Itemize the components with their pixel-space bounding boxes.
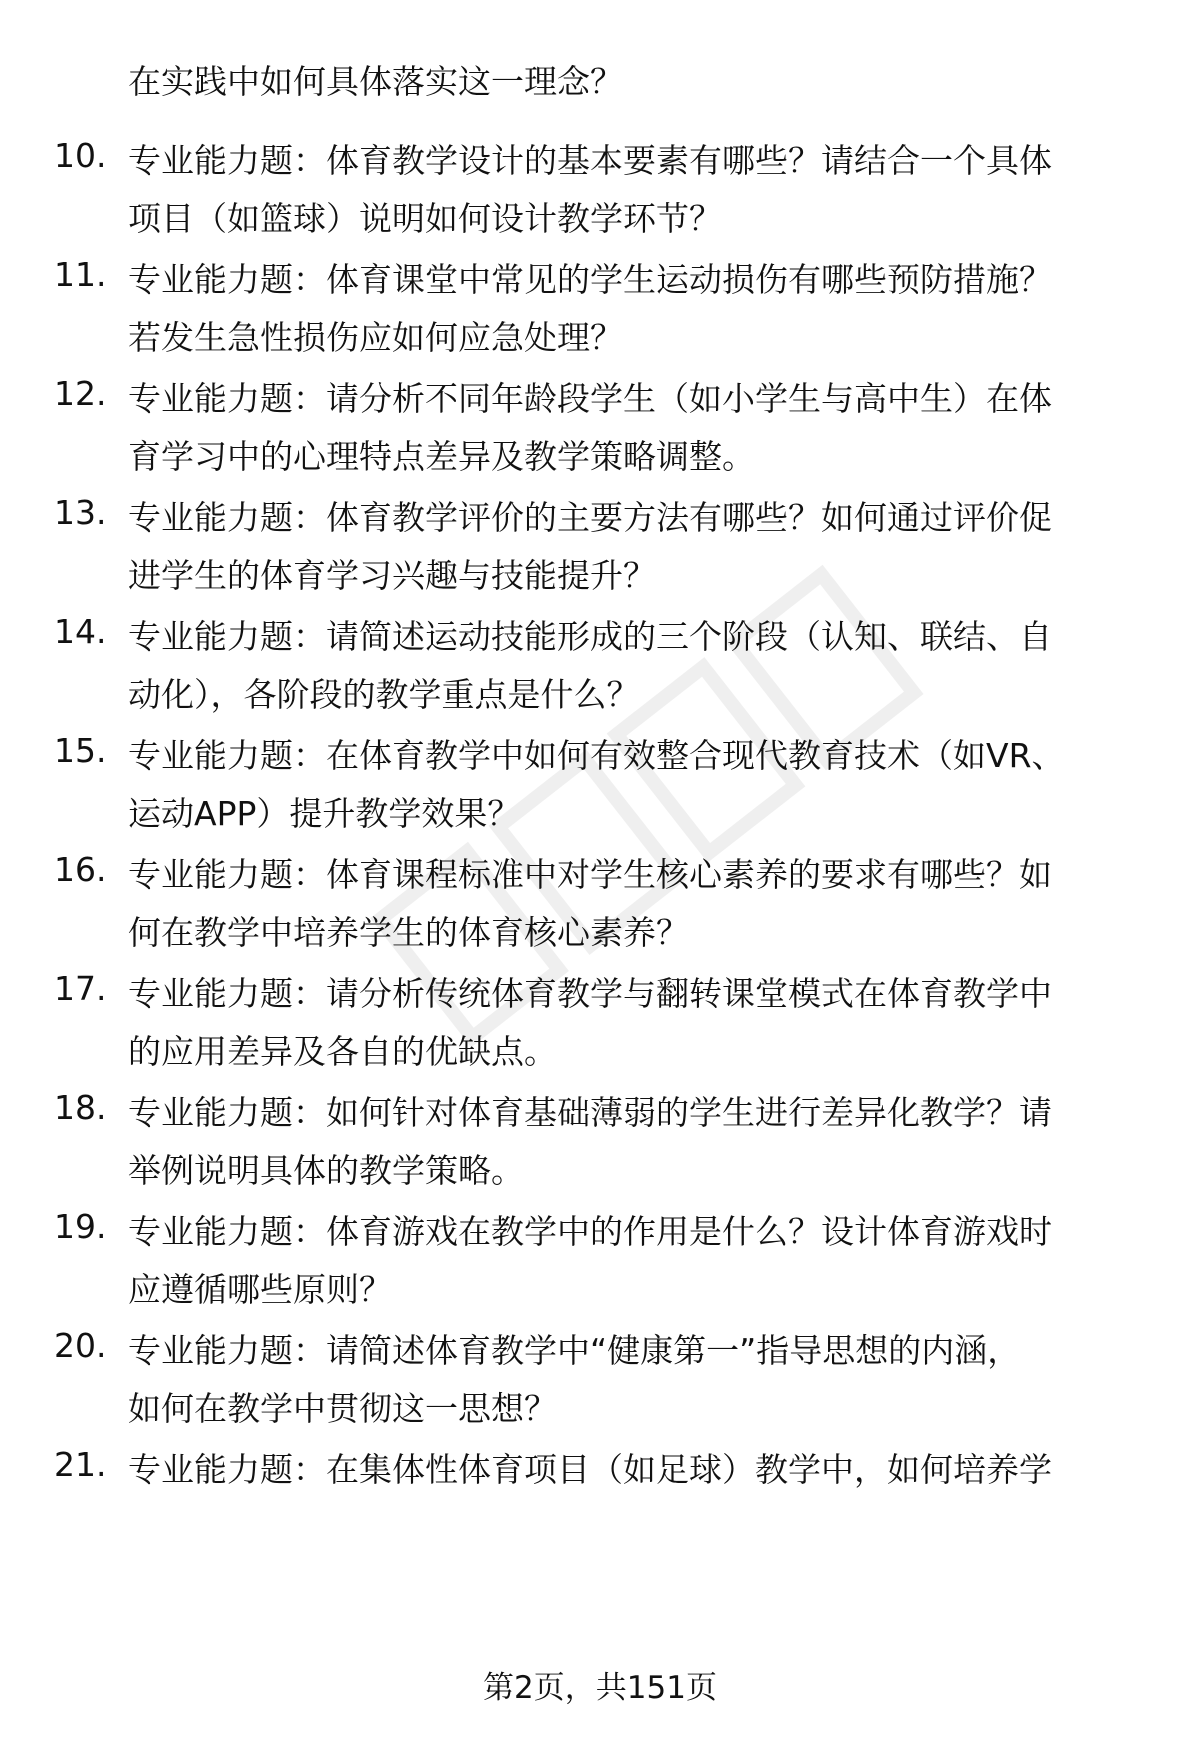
item-number: 15.: [54, 731, 107, 770]
item-text: [128, 251, 1138, 367]
item-text: [128, 132, 1138, 248]
item-text-line: 进学生的体育学习兴趣与技能提升？: [128, 556, 656, 595]
item-text-line: 举例说明具体的教学策略。: [128, 1151, 524, 1190]
item-number: 12.: [54, 374, 107, 413]
intro-line: 在实践中如何具体落实这一理念？: [128, 62, 623, 101]
item-text-line: 专业能力题：请简述体育教学中“健康第一”指导思想的内涵，: [128, 1331, 1021, 1370]
item-text-line: 应遵循哪些原则？: [128, 1270, 392, 1309]
item-number: 13.: [54, 493, 107, 532]
item-text-line: 若发生急性损伤应如何应急处理？: [128, 318, 623, 357]
item-number: 20.: [54, 1326, 107, 1365]
item-number: 11.: [54, 255, 107, 294]
item-text-line: 运动APP）提升教学效果？: [128, 794, 521, 833]
item-text-line: 专业能力题：请分析不同年龄段学生（如小学生与高中生）在体: [128, 379, 1052, 418]
item-text: [128, 489, 1138, 605]
item-number: 14.: [54, 612, 107, 651]
item-text-line: 专业能力题：请简述运动技能形成的三个阶段（认知、联结、自: [128, 617, 1052, 656]
item-text-line: 专业能力题：体育游戏在教学中的作用是什么？设计体育游戏时: [128, 1212, 1052, 1251]
item-text: [128, 965, 1138, 1081]
item-text: [128, 846, 1138, 962]
item-text-line: 专业能力题：体育教学评价的主要方法有哪些？如何通过评价促: [128, 498, 1052, 537]
item-text: [128, 1084, 1138, 1200]
item-number: 18.: [54, 1088, 107, 1127]
item-text-line: 专业能力题：请分析传统体育教学与翻转课堂模式在体育教学中: [128, 974, 1052, 1013]
item-number: 19.: [54, 1207, 107, 1246]
item-text-line: 专业能力题：体育教学设计的基本要素有哪些？请结合一个具体: [128, 141, 1052, 180]
item-text-line: 如何在教学中贯彻这一思想？: [128, 1389, 557, 1428]
item-number: 10.: [54, 136, 107, 175]
item-text-line: 专业能力题：在集体性体育项目（如足球）教学中，如何培养学: [128, 1450, 1052, 1489]
item-number: 16.: [54, 850, 107, 889]
item-text: [128, 727, 1138, 843]
item-number: 17.: [54, 969, 107, 1008]
item-text-line: 育学习中的心理特点差异及教学策略调整。: [128, 437, 755, 476]
item-text-line: 专业能力题：体育课堂中常见的学生运动损伤有哪些预防措施？: [128, 260, 1052, 299]
item-text-line: 的应用差异及各自的优缺点。: [128, 1032, 557, 1071]
item-text: [128, 1441, 1138, 1499]
item-text: [128, 608, 1138, 724]
page-footer: 第2页，共151页: [483, 1670, 717, 1706]
item-text: [128, 370, 1138, 486]
item-text-line: 专业能力题：在体育教学中如何有效整合现代教育技术（如VR、: [128, 736, 1065, 775]
item-text: [128, 1322, 1138, 1438]
item-text: [128, 1203, 1138, 1319]
item-text-line: 专业能力题：如何针对体育基础薄弱的学生进行差异化教学？请: [128, 1093, 1052, 1132]
item-text-line: 专业能力题：体育课程标准中对学生核心素养的要求有哪些？如: [128, 855, 1052, 894]
item-text-line: 何在教学中培养学生的体育核心素养？: [128, 913, 689, 952]
item-text-line: 项目（如篮球）说明如何设计教学环节？: [128, 199, 722, 238]
item-number: 21.: [54, 1445, 107, 1484]
item-text-line: 动化），各阶段的教学重点是什么？: [128, 675, 640, 714]
